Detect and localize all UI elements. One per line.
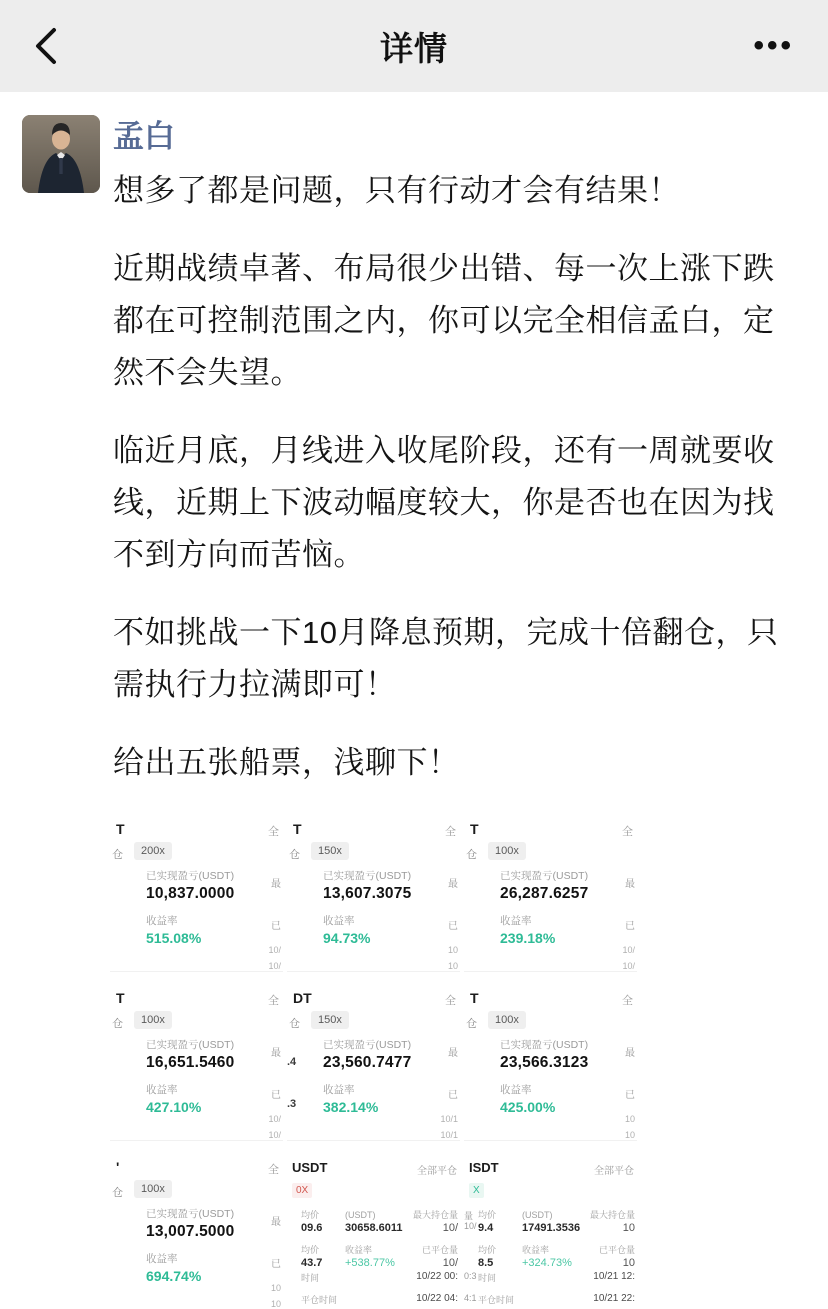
post-paragraph: 给出五张船票，浅聊下！ [113,745,460,780]
avg-price-label: 均价 [301,1210,320,1220]
screenshot-grid [110,815,637,1309]
roi-label: 收益率 [146,1084,178,1096]
pnl-label: 已实现盈亏(USDT) [500,870,589,882]
date-fragment: 10 [270,1299,281,1309]
pnl-screenshot-4[interactable] [110,984,283,1140]
roi-value: 694.74% [146,1268,202,1284]
pnl-value: 10,837.0000 [146,885,235,902]
pnl-block [146,1207,234,1286]
leverage-badge: 100x [134,1180,172,1198]
margin-fragment: 仓 [466,1018,477,1030]
closed-fragment: 已 [448,921,458,932]
max-pos-fragment: 最 [448,1048,458,1059]
quantity-column [413,1209,458,1279]
date-fragment: 10/ [268,961,281,971]
pnl-label: 已实现盈亏(USDT) [323,870,412,882]
roi-value: +538.77% [345,1257,395,1269]
open-price-value: 9.4 [478,1222,494,1234]
pnl-label-fragment: (USDT) [345,1210,376,1220]
pnl-block [323,869,411,948]
closed-pos-value: 10/ [442,1257,458,1269]
ticker-fragment: T [470,990,479,1006]
pnl-value: 13,607.3075 [323,885,412,902]
pnl-block [500,869,588,948]
roi-label: 收益率 [323,1084,355,1096]
margin-fragment: 仓 [112,1187,123,1199]
date-fragment: 10/ [622,961,635,971]
post-paragraph: 临近月底，月线进入收尾阶段，还有一周就要收线，近期上下波动幅度较大，你是否也在因为找不到方向而苦恼。 [113,433,775,572]
margin-fragment: 仓 [289,849,300,861]
close-price-value: 43.7 [301,1257,323,1269]
date-fragment: 10/1 [440,1130,458,1140]
closed-pos-label: 已平仓量 [598,1245,635,1255]
closed-pos-label: 已平仓量 [421,1245,458,1255]
margin-fragment: 仓 [289,1018,300,1030]
pnl-label: 已实现盈亏(USDT) [146,1208,235,1220]
close-time-label: 平仓时间 [478,1295,515,1305]
post-body [0,92,828,789]
closed-fragment: 已 [271,1090,281,1101]
max-pos-label: 最大持仓量 [589,1210,635,1220]
ticker-fragment: T [116,990,125,1006]
pnl-value: 23,566.3123 [500,1054,589,1071]
max-pos-fragment: 最 [271,1048,281,1059]
more-options-button[interactable] [753,18,794,74]
left-number-fragment: .3 [287,1098,297,1110]
pnl-label: 已实现盈亏(USDT) [146,1039,235,1051]
ticker-fragment: T [470,821,479,837]
roi-value: +324.73% [522,1257,572,1269]
quantity-column [590,1209,635,1279]
pnl-block [500,1038,588,1117]
closed-fragment: 已 [271,921,281,932]
open-time-label: 时间 [301,1273,320,1283]
close-time-value: 10/22 04: [416,1293,458,1304]
roi-label: 收益率 [522,1245,550,1255]
roi-value: 94.73% [323,930,371,946]
pnl-value: 30658.6011 [345,1222,403,1234]
pnl-block [146,1038,234,1117]
max-pos-fragment: 最 [625,879,635,890]
roi-value: 427.10% [146,1099,202,1115]
pnl-value: 17491.3536 [522,1222,581,1234]
pnl-screenshot-3[interactable] [464,815,637,971]
post-paragraph: 近期战绩卓著、布局很少出错、每一次上涨下跌都在可控制范围之内，你可以完全相信孟白，定然不会失望。 [113,251,775,390]
author-name[interactable]: 孟白 [113,119,175,154]
pnl-block [146,869,234,948]
ticker-fragment: T [116,821,125,837]
roi-value: 515.08% [146,930,202,946]
leverage-badge: 100x [134,1011,172,1029]
back-button[interactable] [26,24,70,68]
pnl-label: 已实现盈亏(USDT) [146,870,235,882]
post-paragraph: 想多了都是问题，只有行动才会有结果！ [113,173,680,208]
pnl-screenshot-2[interactable] [287,815,460,971]
edge-fragment: 4:1 [464,1293,477,1303]
avatar-portrait [22,115,100,193]
pnl-block [323,1038,411,1117]
open-time-value: 10/21 12: [593,1271,635,1282]
chevron-left-icon [26,55,70,72]
leverage-badge: 150x [311,1011,349,1029]
max-pos-fragment: 最 [271,879,281,890]
pnl-screenshot-1[interactable] [110,815,283,971]
max-pos-fragment: 最 [271,1217,281,1228]
avg-price-label: 均价 [478,1245,497,1255]
leverage-badge: 150x [311,842,349,860]
ticker-fragment: ' [116,1159,120,1175]
margin-fragment: 仓 [466,849,477,861]
avatar[interactable] [22,115,100,193]
max-pos-label: 最大持仓量 [412,1210,458,1220]
full-position-fragment: 全 [445,995,456,1007]
date-fragment: 10/ [622,945,635,955]
price-column [478,1209,518,1279]
pnl-screenshot-6[interactable] [464,984,637,1140]
closed-fragment: 已 [448,1090,458,1101]
roi-label: 收益率 [146,1253,178,1265]
full-position-fragment: 全 [268,1164,279,1176]
closed-fragment: 已 [625,921,635,932]
roi-label: 收益率 [500,1084,532,1096]
roi-value: 425.00% [500,1099,556,1115]
closed-fragment: 已 [625,1090,635,1101]
open-price-value: 09.6 [301,1222,323,1234]
roi-label: 收益率 [146,915,178,927]
roi-value: 239.18% [500,930,556,946]
leverage-badge: 200x [134,842,172,860]
edge-fragment: 10/ [464,1221,477,1231]
leverage-badge: 0X [292,1183,312,1198]
ellipsis-icon: ••• [753,29,794,62]
edge-fragment: 0:3 [464,1271,477,1281]
margin-fragment: 仓 [112,849,123,861]
margin-fragment: 仓 [112,1018,123,1030]
full-position-fragment: 全 [268,826,279,838]
close-price-value: 8.5 [478,1257,494,1269]
pair-title: ISDT [469,1160,499,1175]
date-fragment: 10 [447,945,458,955]
full-position-fragment: 全 [622,995,633,1007]
pnl-value: 23,560.7477 [323,1054,412,1071]
price-column [301,1209,341,1279]
date-fragment: 10/1 [440,1114,458,1124]
closed-fragment: 已 [271,1259,281,1270]
roi-label: 收益率 [323,915,355,927]
pnl-label-fragment: (USDT) [522,1210,553,1220]
roi-label: 收益率 [500,915,532,927]
pnl-label: 已实现盈亏(USDT) [500,1039,589,1051]
open-time-label: 时间 [478,1273,497,1283]
closed-pos-value: 10 [622,1257,635,1269]
page-title: 详情 [380,29,448,67]
max-pos-fragment: 最 [625,1048,635,1059]
leverage-badge: X [469,1183,484,1198]
pnl-label: 已实现盈亏(USDT) [323,1039,412,1051]
date-fragment: 10/ [268,1114,281,1124]
close-time-value: 10/21 22: [593,1293,635,1304]
roi-value: 382.14% [323,1099,379,1115]
leverage-badge: 100x [488,842,526,860]
close-all-label: 全部平仓 [594,1166,634,1177]
max-pos-value: 10/ [442,1222,458,1234]
ticker-fragment: T [293,821,302,837]
pnl-value: 13,007.5000 [146,1223,235,1240]
full-position-fragment: 全 [622,826,633,838]
full-position-fragment: 全 [445,826,456,838]
leverage-badge: 100x [488,1011,526,1029]
max-pos-value: 10 [622,1222,635,1234]
post-paragraph: 不如挑战一下10月降息预期，完成十倍翻仓，只需执行力拉满即可！ [113,615,779,702]
pnl-screenshot-5[interactable] [287,984,460,1140]
date-fragment: 10 [447,961,458,971]
avg-price-label: 均价 [301,1245,320,1255]
pnl-value: 16,651.5460 [146,1054,235,1071]
close-time-label: 平仓时间 [301,1295,338,1305]
roi-label: 收益率 [345,1245,373,1255]
date-fragment: 10 [624,1130,635,1140]
date-fragment: 10 [270,1283,281,1293]
pair-title: USDT [292,1160,328,1175]
close-all-label: 全部平仓 [417,1166,457,1177]
pnl-value: 26,287.6257 [500,885,589,902]
nav-bar [0,0,828,92]
date-fragment: 10/ [268,1130,281,1140]
edge-fragment: 量 [464,1211,474,1221]
date-fragment: 10 [624,1114,635,1124]
date-fragment: 10/ [268,945,281,955]
avg-price-label: 均价 [478,1210,497,1220]
full-position-fragment: 全 [268,995,279,1007]
max-pos-fragment: 最 [448,879,458,890]
ticker-fragment: DT [293,990,312,1006]
left-number-fragment: .4 [287,1056,297,1068]
open-time-value: 10/22 00: [416,1271,458,1282]
